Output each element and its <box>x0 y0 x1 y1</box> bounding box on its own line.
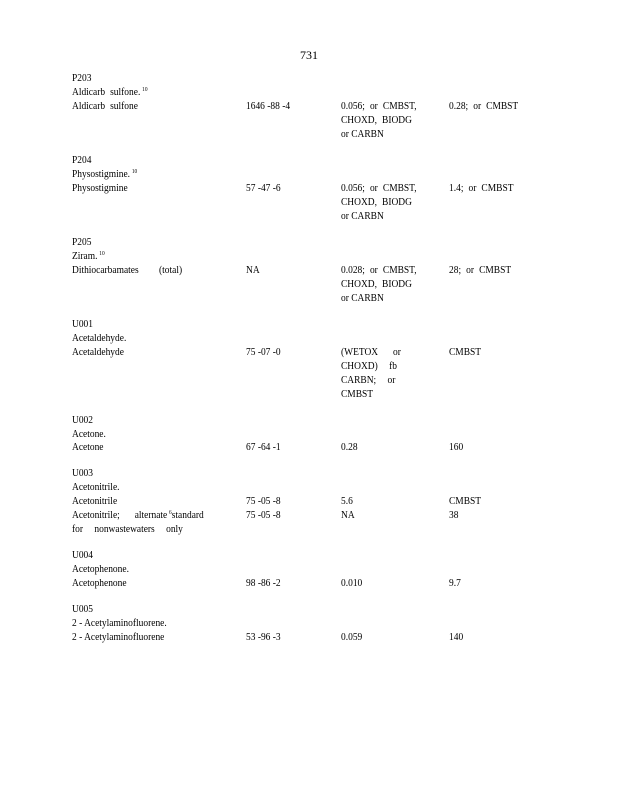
waste-title: Acetonitrile. <box>72 482 120 493</box>
waste-title: Aldicarb sulfone. $^{10}$ <box>72 87 148 98</box>
nonwastewater-standard: 9.7 <box>449 578 461 589</box>
waste-title: Acetone. <box>72 429 106 440</box>
footnote-marker: 10 <box>99 251 105 257</box>
cas-number: 57 -47 -6 <box>246 183 281 194</box>
nonwastewater-standard: CMBST <box>449 496 482 507</box>
nonwastewater-standard: 38 <box>449 510 459 521</box>
constituent-name: Acetone <box>72 442 104 453</box>
wastewater-standard-line: 0.010 <box>341 578 363 589</box>
wastewater-standard-line: CHOXD, BIODG <box>341 279 412 290</box>
constituent-name: Aldicarb sulfone <box>72 101 138 112</box>
wastewater-standard-line: CHOXD) fb <box>341 361 397 372</box>
wastewater-standard-line: CHOXD, BIODG <box>341 115 412 126</box>
wastewater-standard-line: CARBN; or <box>341 375 396 386</box>
footnote-marker: 10 <box>131 169 138 175</box>
wastewater-standard-line: or CARBN <box>341 211 384 222</box>
waste-code: U005 <box>72 604 94 615</box>
constituent-name: Acetaldehyde <box>72 347 124 358</box>
nonwastewater-standard: CMBST <box>449 347 482 358</box>
wastewater-standard-line: CHOXD, BIODG <box>341 197 412 208</box>
footnote-marker: 10 <box>142 87 148 93</box>
cas-number: NA <box>246 265 260 276</box>
waste-code: U002 <box>72 415 94 426</box>
constituent-name: 2 - Acetylaminofluorene <box>72 632 165 643</box>
wastewater-standard-line: CMBST <box>341 389 374 400</box>
wastewater-standard-line: 0.028; or CMBST, <box>341 265 417 276</box>
cas-number: 98 -86 -2 <box>246 578 281 589</box>
cas-number: 53 -96 -3 <box>246 632 281 643</box>
constituent-name: Dithiocarbamates (total) <box>72 265 183 276</box>
wastewater-standard-line: 5.6 <box>341 496 353 507</box>
wastewater-standard-line: or CARBN <box>341 129 384 140</box>
cas-number: 75 -07 -0 <box>246 347 281 358</box>
cas-number: 75 -05 -8 <box>246 510 281 521</box>
footnote-marker: 6 <box>169 510 172 516</box>
waste-code: U004 <box>72 550 94 561</box>
constituent-name: Physostigmine <box>72 183 128 194</box>
waste-title: Acetophenone. <box>72 564 129 575</box>
wastewater-standard-line: NA <box>341 510 355 521</box>
wastewater-standard-line: 0.28 <box>341 442 358 453</box>
waste-title: Acetaldehyde. <box>72 333 127 344</box>
nonwastewater-standard: 1.4; or CMBST <box>449 183 514 194</box>
nonwastewater-standard: 28; or CMBST <box>449 265 512 276</box>
nonwastewater-standard: 0.28; or CMBST <box>449 101 519 112</box>
waste-code: U003 <box>72 468 94 479</box>
wastewater-standard-line: or CARBN <box>341 293 384 304</box>
cas-number: 1646 -88 -4 <box>246 101 291 112</box>
waste-code: U001 <box>72 319 94 330</box>
wastewater-standard-line: (WETOX or <box>341 347 401 358</box>
cas-number: 67 -64 -1 <box>246 442 281 453</box>
waste-title: Ziram. $^{10}$ <box>72 251 105 262</box>
wastewater-standard-line: 0.056; or CMBST, <box>341 183 417 194</box>
wastewater-standard-line: 0.059 <box>341 632 363 643</box>
constituent-name: Acetonitrile <box>72 496 118 507</box>
constituent-name: Acetonitrile; alternate $^6$standard <box>72 510 204 521</box>
waste-code: P204 <box>72 155 92 166</box>
waste-code: P205 <box>72 237 92 248</box>
constituent-name-continued: for nonwastewaters only <box>72 524 183 535</box>
wastewater-standard-line: 0.056; or CMBST, <box>341 101 417 112</box>
waste-title: Physostigmine. $^{10}$ <box>72 169 138 180</box>
constituent-name: Acetophenone <box>72 578 127 589</box>
nonwastewater-standard: 160 <box>449 442 464 453</box>
waste-code: P203 <box>72 73 92 84</box>
page-number: 731 <box>300 48 318 62</box>
nonwastewater-standard: 140 <box>449 632 464 643</box>
cas-number: 75 -05 -8 <box>246 496 281 507</box>
waste-title: 2 - Acetylaminofluorene. <box>72 618 167 629</box>
